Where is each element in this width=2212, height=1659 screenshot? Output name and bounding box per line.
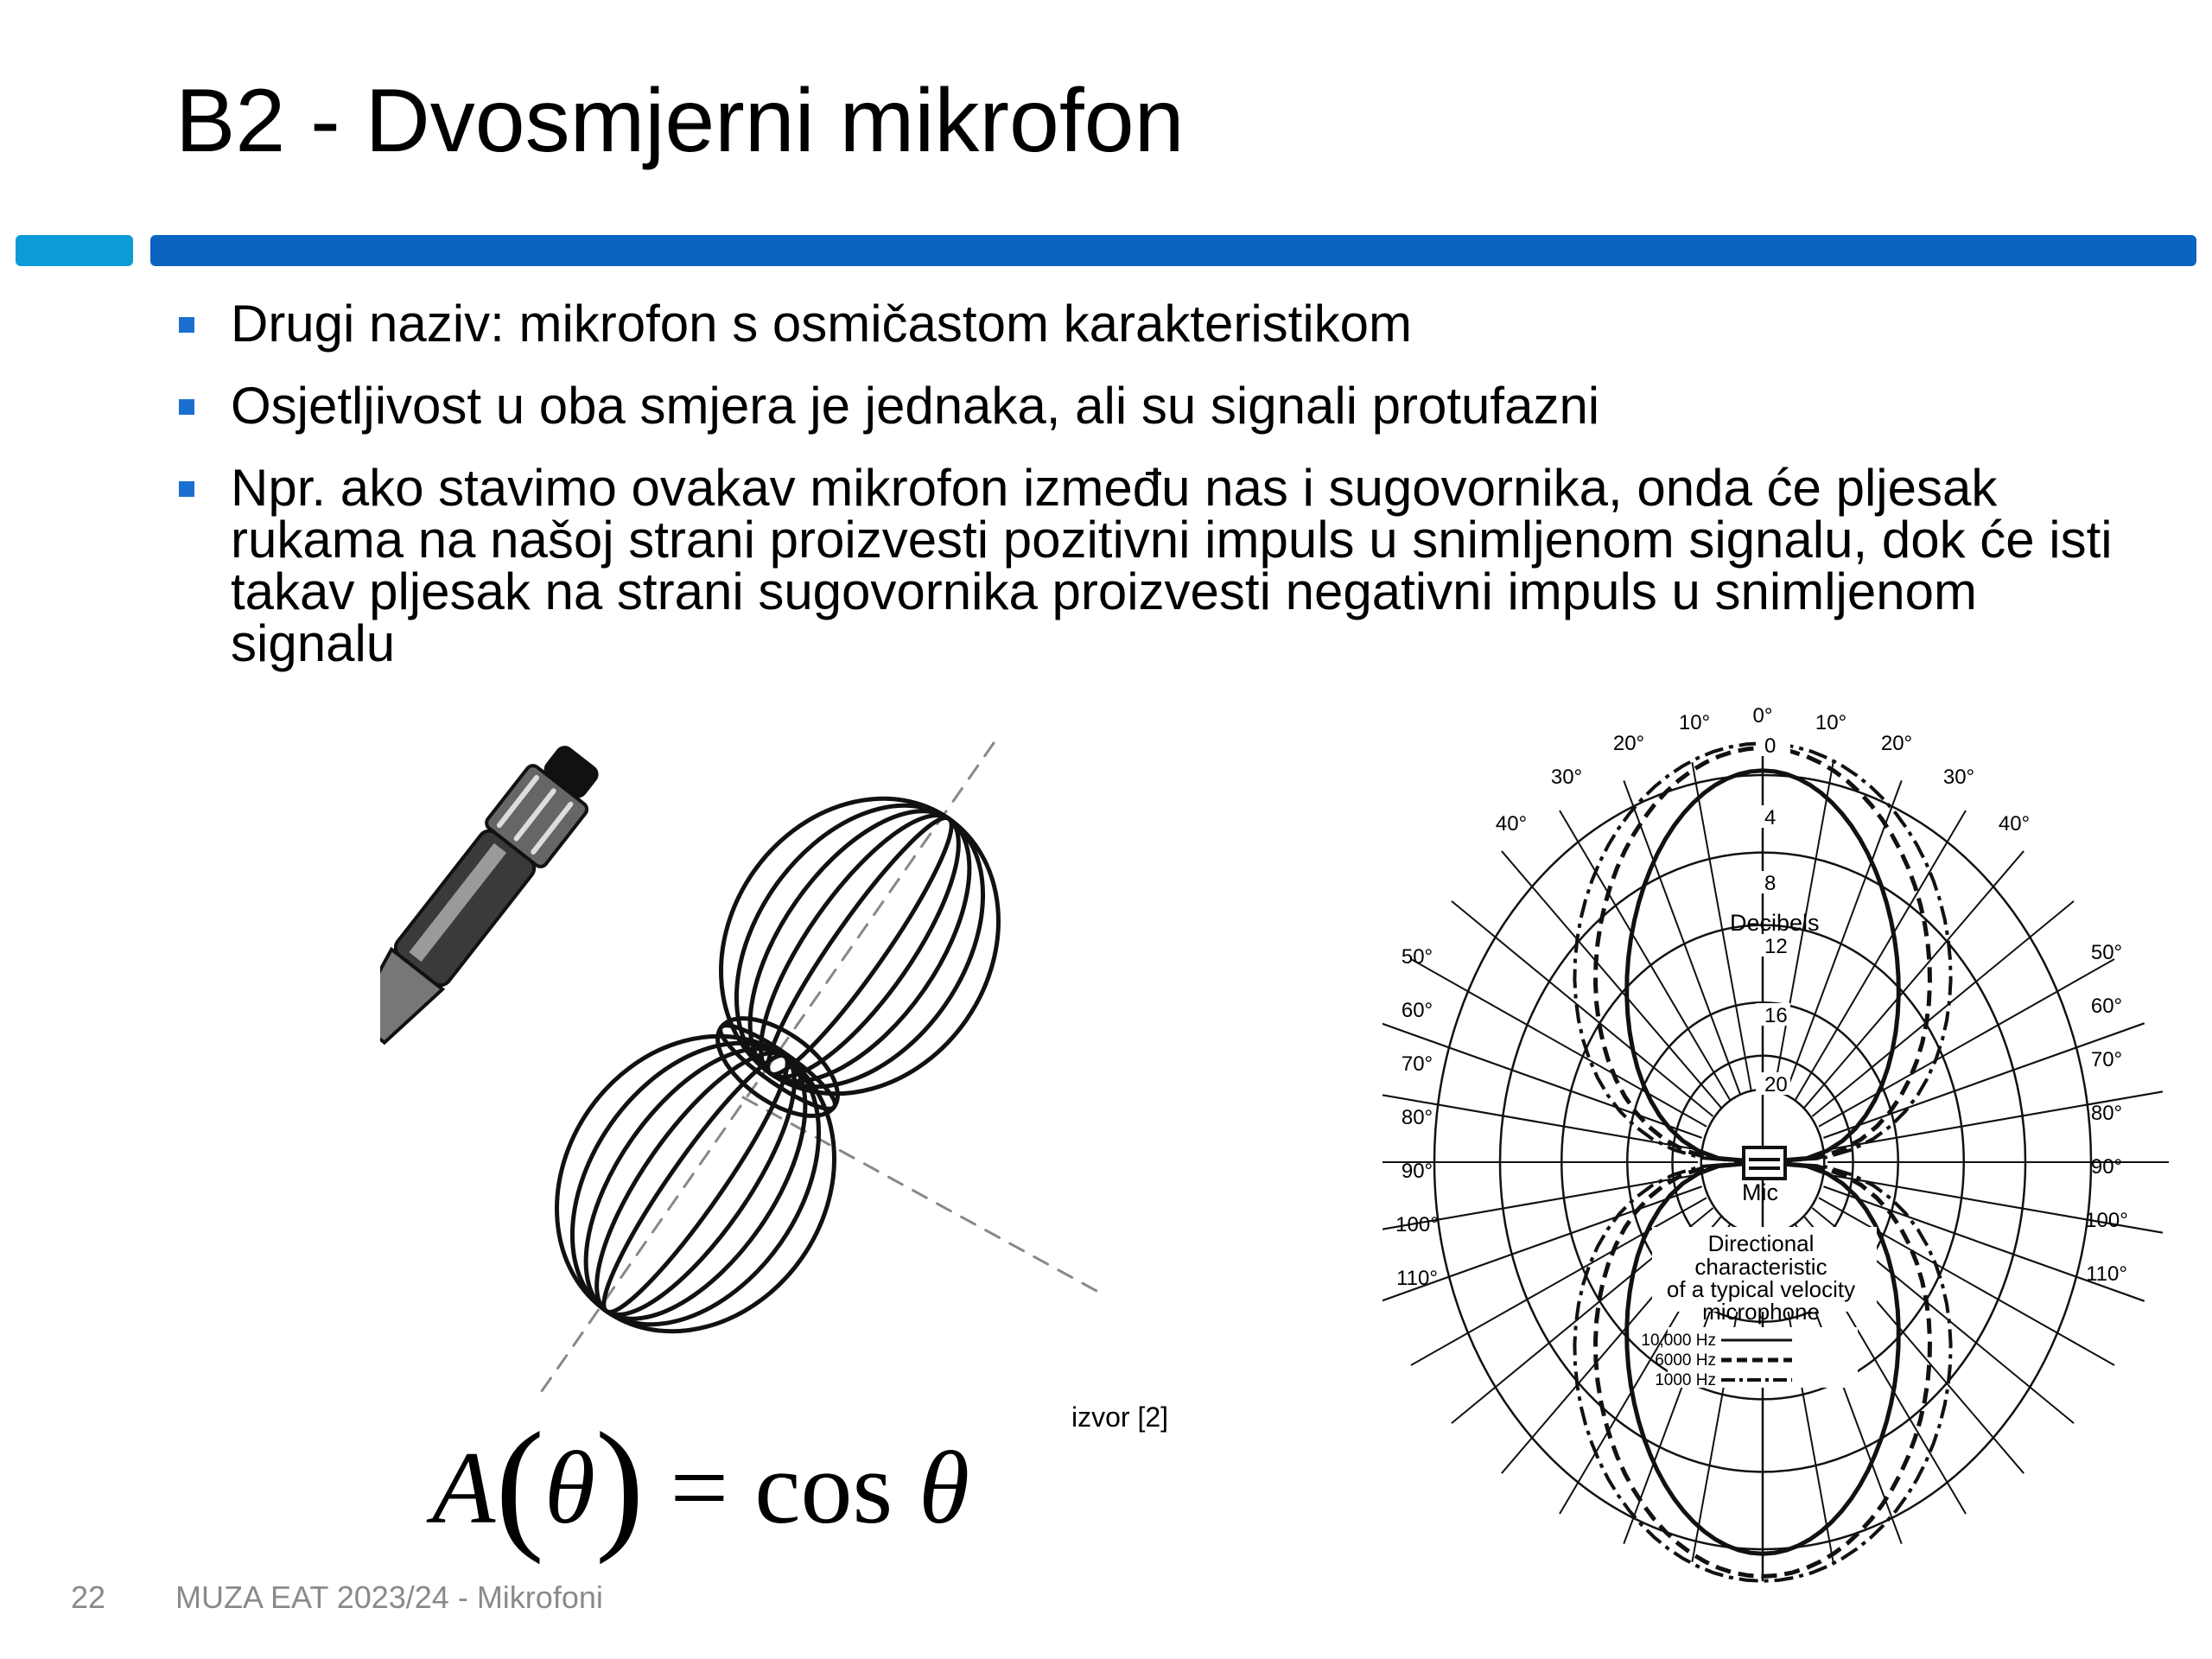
bullet-marker-icon xyxy=(179,399,194,415)
slide-title: B2 - Dvosmjerni mikrofon xyxy=(175,71,1185,171)
title-accent-bar xyxy=(150,235,2196,266)
angle-label: 20° xyxy=(1612,732,1645,755)
formula-paren: ( xyxy=(495,1402,544,1565)
angle-label: 0° xyxy=(1752,704,1773,728)
bullet-item xyxy=(177,459,2121,672)
formula-theta: θ xyxy=(543,1430,595,1545)
caption-line: of a typical velocity xyxy=(1666,1276,1856,1302)
formula-cos: cos xyxy=(754,1430,893,1545)
caption-line: characteristic xyxy=(1694,1254,1827,1280)
angle-label: 80° xyxy=(1401,1106,1433,1129)
decibels-label: Decibels xyxy=(1730,910,1820,936)
polar-radial-line xyxy=(1452,901,1713,1116)
angle-label: 50° xyxy=(1401,945,1433,969)
bullet-list xyxy=(177,295,2121,700)
angle-label: 60° xyxy=(1401,999,1433,1022)
caption-line: microphone xyxy=(1702,1299,1820,1325)
formula xyxy=(432,1400,969,1568)
legend-label: 10,000 Hz xyxy=(1641,1332,1716,1350)
angle-label: 60° xyxy=(2090,995,2123,1018)
footer-course: MUZA EAT 2023/24 - Mikrofoni xyxy=(175,1580,603,1615)
angle-label: 40° xyxy=(1495,812,1528,836)
source-citation: izvor [2] xyxy=(1071,1402,1169,1433)
db-label: 4 xyxy=(1764,806,1777,830)
angle-label: 40° xyxy=(1998,812,2031,836)
angle-label: 110° xyxy=(2086,1262,2127,1286)
db-label: 20 xyxy=(1764,1073,1788,1096)
polar-pattern-diagram xyxy=(1382,674,2212,1607)
formula-equals: = xyxy=(670,1430,729,1545)
mic-capsule-icon xyxy=(1744,1147,1785,1179)
db-label: 0 xyxy=(1764,734,1777,758)
bullet-text: Drugi naziv: mikrofon s osmičastom karakteristikom xyxy=(231,295,1413,353)
formula-paren: ) xyxy=(594,1402,645,1565)
bullet-item xyxy=(177,295,2121,353)
formula-theta: θ xyxy=(918,1430,970,1545)
angle-label: 30° xyxy=(1942,766,1975,789)
db-label: 8 xyxy=(1764,872,1777,895)
angle-label: 90° xyxy=(2090,1155,2123,1179)
legend-label: 6000 Hz xyxy=(1655,1351,1716,1370)
legend-label: 1000 Hz xyxy=(1655,1371,1716,1389)
bullet-item xyxy=(177,377,2121,435)
caption-line: Directional xyxy=(1707,1230,1815,1256)
angle-label: 100° xyxy=(2085,1209,2128,1232)
angle-label: 70° xyxy=(1401,1052,1433,1076)
db-label: 12 xyxy=(1764,935,1788,958)
angle-label: 100° xyxy=(1395,1213,1439,1236)
angle-label: 90° xyxy=(1401,1160,1433,1183)
angle-label: 110° xyxy=(1396,1267,1438,1290)
polar-radial-line xyxy=(1812,901,2074,1116)
angle-label: 80° xyxy=(2090,1102,2123,1125)
title-accent-bar-small xyxy=(16,235,133,266)
figure-eight-microphone-illustration xyxy=(380,726,1123,1417)
angle-label: 50° xyxy=(2090,941,2123,964)
bullet-marker-icon xyxy=(179,317,194,333)
formula-a: A xyxy=(432,1430,496,1545)
bullet-text: Osjetljivost u oba smjera je jednaka, ali su signali protufazni xyxy=(231,377,1600,435)
db-label: 16 xyxy=(1764,1004,1788,1027)
angle-label: 10° xyxy=(1678,711,1711,734)
page-number: 22 xyxy=(71,1580,106,1615)
angle-label: 20° xyxy=(1880,732,1913,755)
angle-label: 30° xyxy=(1550,766,1583,789)
angle-label: 10° xyxy=(1815,711,1847,734)
mic-label: Mic xyxy=(1742,1179,1778,1205)
bullet-text: Npr. ako stavimo ovakav mikrofon između nas i sugovornika, onda će pljesak rukama na našoj strani proizvesti pozitivni impuls u snimljenom signalu, dok će isti takav pljesak na strani sugovornika proizvesti negativni impuls u snimljenom signalu xyxy=(231,459,2113,672)
angle-label: 70° xyxy=(2090,1048,2123,1071)
bullet-marker-icon xyxy=(179,481,194,497)
